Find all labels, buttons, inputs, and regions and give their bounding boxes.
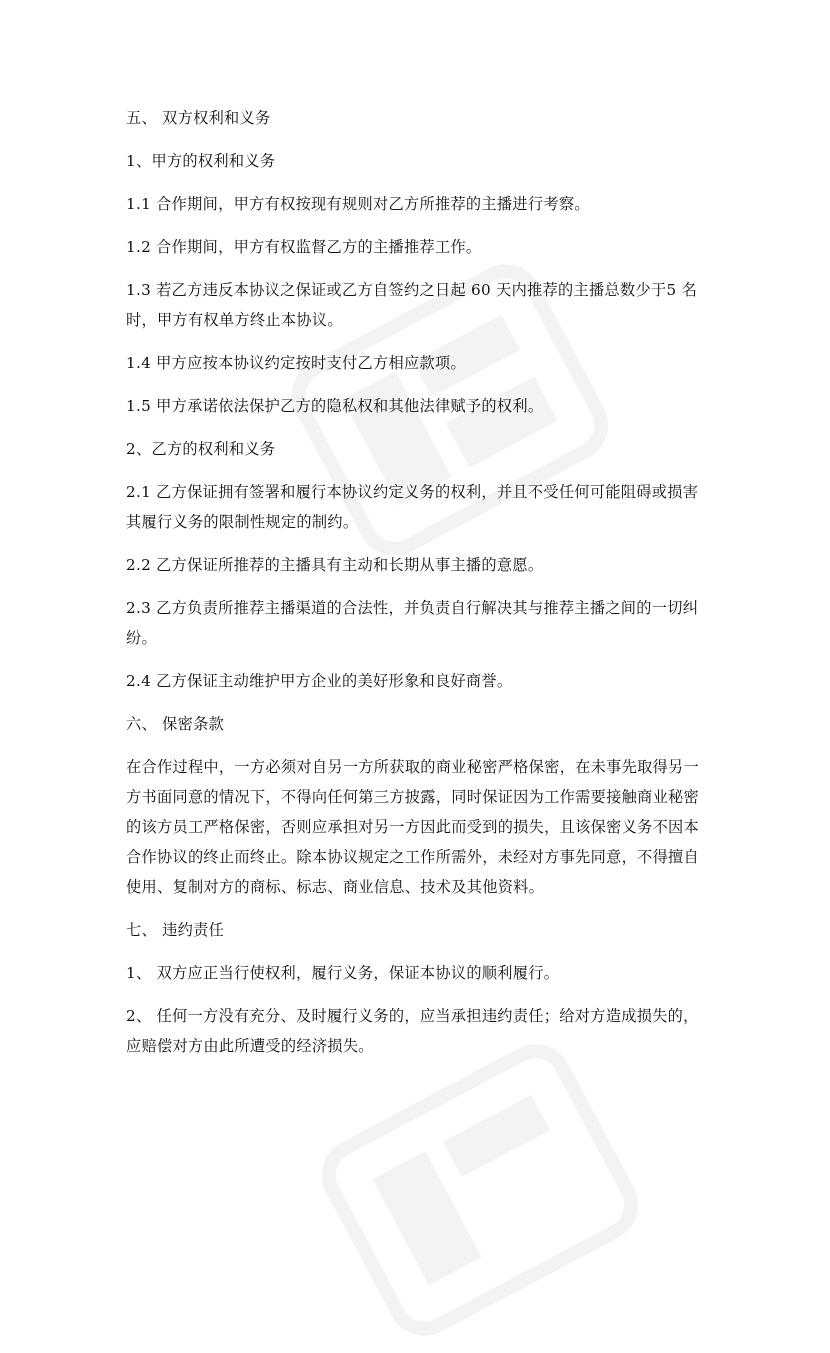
clause-1-2: 1.2 合作期间，甲方有权监督乙方的主播推荐工作。 [126, 238, 482, 256]
subheading-party-b: 2、乙方的权利和义务 [126, 440, 276, 458]
clause-1-5: 1.5 甲方承诺依法保护乙方的隐私权和其他法律赋予的权利。 [126, 397, 544, 415]
watermark-logo-bottom [305, 1027, 656, 1353]
liability-clause-2: 2、 任何一方没有充分、及时履行义务的，应当承担违约责任；给对方造成损失的，应赔偿对方由此所遭受的经济损失。 [126, 1007, 699, 1055]
section-heading-liability: 七、 违约责任 [126, 921, 225, 939]
document-body [126, 103, 710, 1074]
confidentiality-clause: 在合作过程中，一方必须对自另一方所获取的商业秘密严格保密，在未事先取得另一方书面同意的情况下，不得向任何第三方披露，同时保证因为工作需要接触商业秘密的该方员工严格保密，否则应承担对另一方因此而受到的损失，且该保密义务不因本合作协议的终止而终止。除本协议规定之工作所需外，未经对方事先同意，不得擅自使用、复制对方的商标、标志、商业信息、技术及其他资料。 [126, 758, 700, 896]
liability-clause-1: 1、 双方应正当行使权利，履行义务，保证本协议的顺利履行。 [126, 964, 560, 982]
clause-1-3: 1.3 若乙方违反本协议之保证或乙方自签约之日起 60 天内推荐的主播总数少于5 名时，甲方有权单方终止本协议。 [126, 281, 698, 329]
clause-1-1: 1.1 合作期间，甲方有权按现有规则对乙方所推荐的主播进行考察。 [126, 195, 590, 213]
clause-2-3: 2.3 乙方负责所推荐主播渠道的合法性，并负责自行解决其与推荐主播之间的一切纠纷。 [126, 599, 699, 647]
section-heading-rights: 五、 双方权利和义务 [126, 109, 271, 127]
clause-2-4: 2.4 乙方保证主动维护甲方企业的美好形象和良好商誉。 [126, 672, 513, 690]
section-heading-confidentiality: 六、 保密条款 [126, 715, 225, 733]
clause-2-2: 2.2 乙方保证所推荐的主播具有主动和长期从事主播的意愿。 [126, 556, 544, 574]
clause-2-1: 2.1 乙方保证拥有签署和履行本协议约定义务的权利，并且不受任何可能阻碍或损害其履行义务的限制性规定的制约。 [126, 483, 699, 531]
subheading-party-a: 1、甲方的权利和义务 [126, 152, 276, 170]
clause-1-4: 1.4 甲方应按本协议约定按时支付乙方相应款项。 [126, 354, 466, 372]
